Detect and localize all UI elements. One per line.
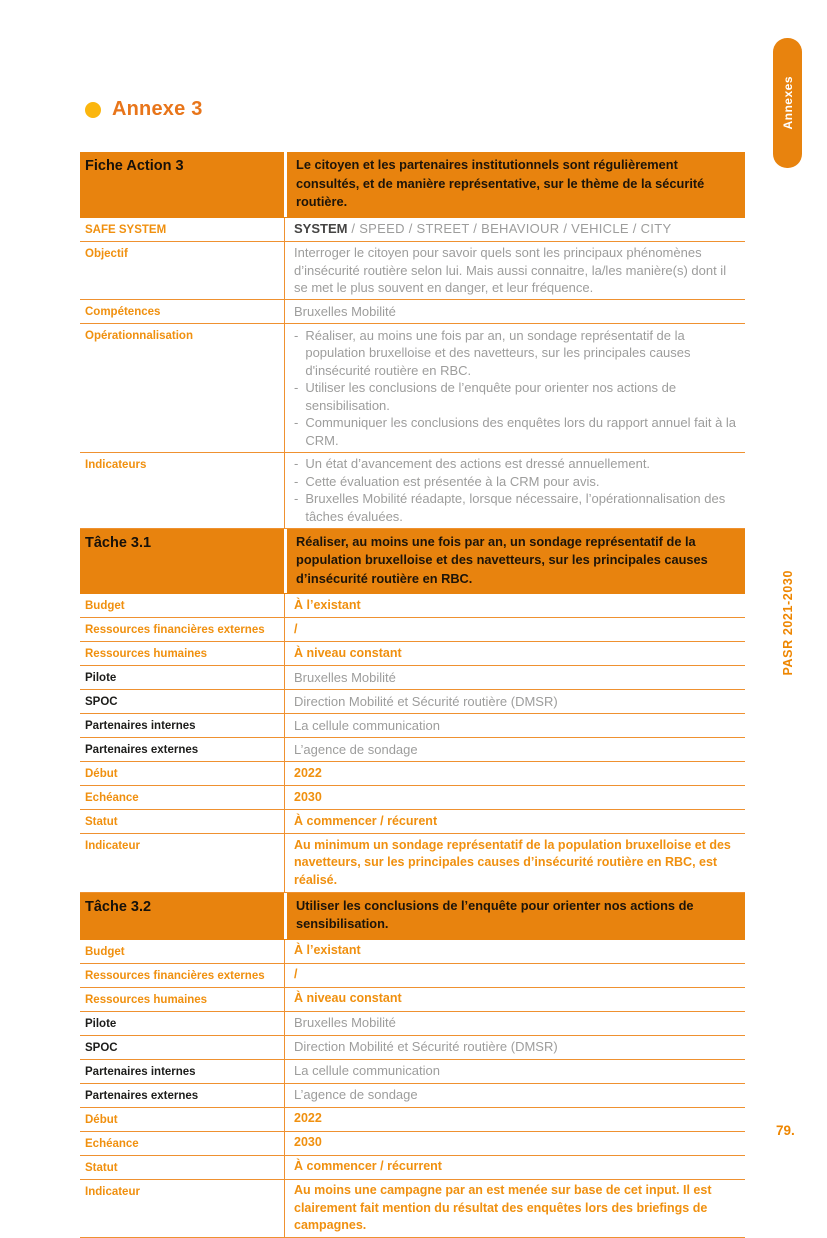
section-header-row <box>80 893 745 940</box>
table-row <box>80 1084 745 1108</box>
row-label: Début <box>80 762 284 785</box>
row-label: Partenaires externes <box>80 1084 284 1107</box>
safe-system-bold: SYSTEM <box>294 221 347 236</box>
row-label: Ressources humaines <box>80 988 284 1011</box>
list-item-text: Un état d’avancement des actions est dressé annuellement. <box>305 455 737 473</box>
row-value: À niveau constant <box>284 988 745 1011</box>
row-value: Au moins une campagne par an est menée sur base de cet input. Il est clairement fait mention du résultat des enquêtes lors des briefings de campagnes. <box>284 1180 745 1238</box>
row-value: 2022 <box>284 762 745 785</box>
table-row <box>80 834 745 893</box>
list-item-text: Utiliser les conclusions de l’enquête pour orienter nos actions de sensibilisation. <box>305 379 737 414</box>
table-row <box>80 738 745 762</box>
row-label: Echéance <box>80 786 284 809</box>
table-row <box>80 1156 745 1180</box>
row-label: Partenaires internes <box>80 714 284 737</box>
row-label: Echéance <box>80 1132 284 1155</box>
table-row <box>80 642 745 666</box>
list-item <box>294 379 737 414</box>
table-row <box>80 1012 745 1036</box>
section-header-row <box>80 152 745 218</box>
list-item <box>294 490 737 525</box>
section-header-label: Fiche Action 3 <box>80 152 284 217</box>
page-title: Annexe 3 <box>112 98 203 121</box>
list-item <box>294 455 737 473</box>
row-value: Interroger le citoyen pour savoir quels sont les principaux phénomènes d’insécurité routière selon lui. Mais aussi connaitre, la/les manière(s) dont il se met le plus souvent en danger, et leur fréquence. <box>284 242 745 300</box>
annex-title <box>85 98 203 121</box>
report-title-vertical <box>774 555 802 690</box>
table-row <box>80 988 745 1012</box>
list-item <box>294 473 737 491</box>
list-item-text: Cette évaluation est présentée à la CRM pour avis. <box>305 473 737 491</box>
table-row <box>80 762 745 786</box>
row-label: Pilote <box>80 1012 284 1035</box>
table-row <box>80 940 745 964</box>
table-row <box>80 964 745 988</box>
table-row <box>80 1060 745 1084</box>
list-item <box>294 414 737 449</box>
row-label: Statut <box>80 1156 284 1179</box>
annexes-side-tab-label: Annexes <box>781 76 795 130</box>
row-label: Objectif <box>80 242 284 300</box>
dash-bullet: - <box>294 455 298 473</box>
row-value: À commencer / récurent <box>284 810 745 833</box>
row-value: Direction Mobilité et Sécurité routière (DMSR) <box>284 690 745 713</box>
table-row <box>80 1108 745 1132</box>
row-label: Budget <box>80 594 284 617</box>
dash-bullet: - <box>294 379 298 414</box>
fiche-table <box>80 152 745 1238</box>
row-label: Début <box>80 1108 284 1131</box>
row-value: Bruxelles Mobilité <box>284 666 745 689</box>
table-row <box>80 786 745 810</box>
row-value: La cellule communication <box>284 714 745 737</box>
row-value: Au minimum un sondage représentatif de la population bruxelloise et des navetteurs, sur les principales causes d’insécurité routière en RBC, est réalisé. <box>284 834 745 892</box>
report-title-vertical-label: PASR 2021-2030 <box>781 570 795 675</box>
table-row <box>80 810 745 834</box>
section-header-text: Réaliser, au moins une fois par an, un sondage représentatif de la population bruxelloise et des navetteurs, sur les principales causes d’insécurité routière en RBC. <box>284 529 745 594</box>
row-label: Pilote <box>80 666 284 689</box>
row-value: 2030 <box>284 1132 745 1155</box>
table-row <box>80 714 745 738</box>
table-row <box>80 1132 745 1156</box>
row-value: Bruxelles Mobilité <box>284 1012 745 1035</box>
row-value: L’agence de sondage <box>284 738 745 761</box>
row-label: Indicateurs <box>80 453 284 528</box>
row-label: Partenaires internes <box>80 1060 284 1083</box>
row-value: 2022 <box>284 1108 745 1131</box>
table-row <box>80 300 745 324</box>
row-value: Direction Mobilité et Sécurité routière (DMSR) <box>284 1036 745 1059</box>
dash-bullet: - <box>294 490 298 525</box>
table-row <box>80 594 745 618</box>
list-item-text: Réaliser, au moins une fois par an, un sondage représentatif de la population bruxelloise et des navetteurs, sur les principales causes d'insécurité routière en RBC. <box>305 327 737 380</box>
section-header-text: Le citoyen et les partenaires institutionnels sont régulièrement consultés, et de manière représentative, sur le thème de la sécurité routière. <box>284 152 745 217</box>
list-item <box>294 327 737 380</box>
dash-bullet: - <box>294 473 298 491</box>
row-label: Indicateur <box>80 1180 284 1238</box>
row-label: Partenaires externes <box>80 738 284 761</box>
section-header-label: Tâche 3.1 <box>80 529 284 594</box>
annex-bullet-icon <box>85 102 101 118</box>
list-item-text: Communiquer les conclusions des enquêtes lors du rapport annuel fait à la CRM. <box>305 414 737 449</box>
table-row <box>80 690 745 714</box>
dash-bullet: - <box>294 327 298 380</box>
row-label: Indicateur <box>80 834 284 892</box>
table-row <box>80 1180 745 1238</box>
row-label: SAFE SYSTEM <box>80 218 284 241</box>
row-value: À l’existant <box>284 594 745 617</box>
section-header-row <box>80 529 745 595</box>
row-value: La cellule communication <box>284 1060 745 1083</box>
table-row <box>80 218 745 242</box>
table-row <box>80 242 745 301</box>
row-value: / <box>284 964 745 987</box>
row-value <box>284 218 745 241</box>
row-label: Ressources financières externes <box>80 618 284 641</box>
row-label: Budget <box>80 940 284 963</box>
row-label: SPOC <box>80 690 284 713</box>
section-header-text: Utiliser les conclusions de l’enquête pour orienter nos actions de sensibilisation. <box>284 893 745 939</box>
row-label: Ressources humaines <box>80 642 284 665</box>
row-label: Statut <box>80 810 284 833</box>
annexes-side-tab <box>773 38 802 168</box>
row-value: 2030 <box>284 786 745 809</box>
row-value: À niveau constant <box>284 642 745 665</box>
row-label: Opérationnalisation <box>80 324 284 452</box>
dash-bullet: - <box>294 414 298 449</box>
list-item-text: Bruxelles Mobilité réadapte, lorsque nécessaire, l’opérationnalisation des tâches évaluées. <box>305 490 737 525</box>
table-row <box>80 1036 745 1060</box>
row-value: L’agence de sondage <box>284 1084 745 1107</box>
table-row <box>80 618 745 642</box>
table-row <box>80 453 745 529</box>
page-number: 79. <box>776 1123 795 1138</box>
row-value: Bruxelles Mobilité <box>284 300 745 323</box>
safe-system-rest: / SPEED / STREET / BEHAVIOUR / VEHICLE / CITY <box>347 221 671 236</box>
table-row <box>80 324 745 453</box>
row-value: / <box>284 618 745 641</box>
row-value <box>284 324 745 452</box>
row-value: À l’existant <box>284 940 745 963</box>
row-value <box>284 453 745 528</box>
row-label: SPOC <box>80 1036 284 1059</box>
row-label: Ressources financières externes <box>80 964 284 987</box>
section-header-label: Tâche 3.2 <box>80 893 284 939</box>
row-value: À commencer / récurrent <box>284 1156 745 1179</box>
table-row <box>80 666 745 690</box>
row-label: Compétences <box>80 300 284 323</box>
